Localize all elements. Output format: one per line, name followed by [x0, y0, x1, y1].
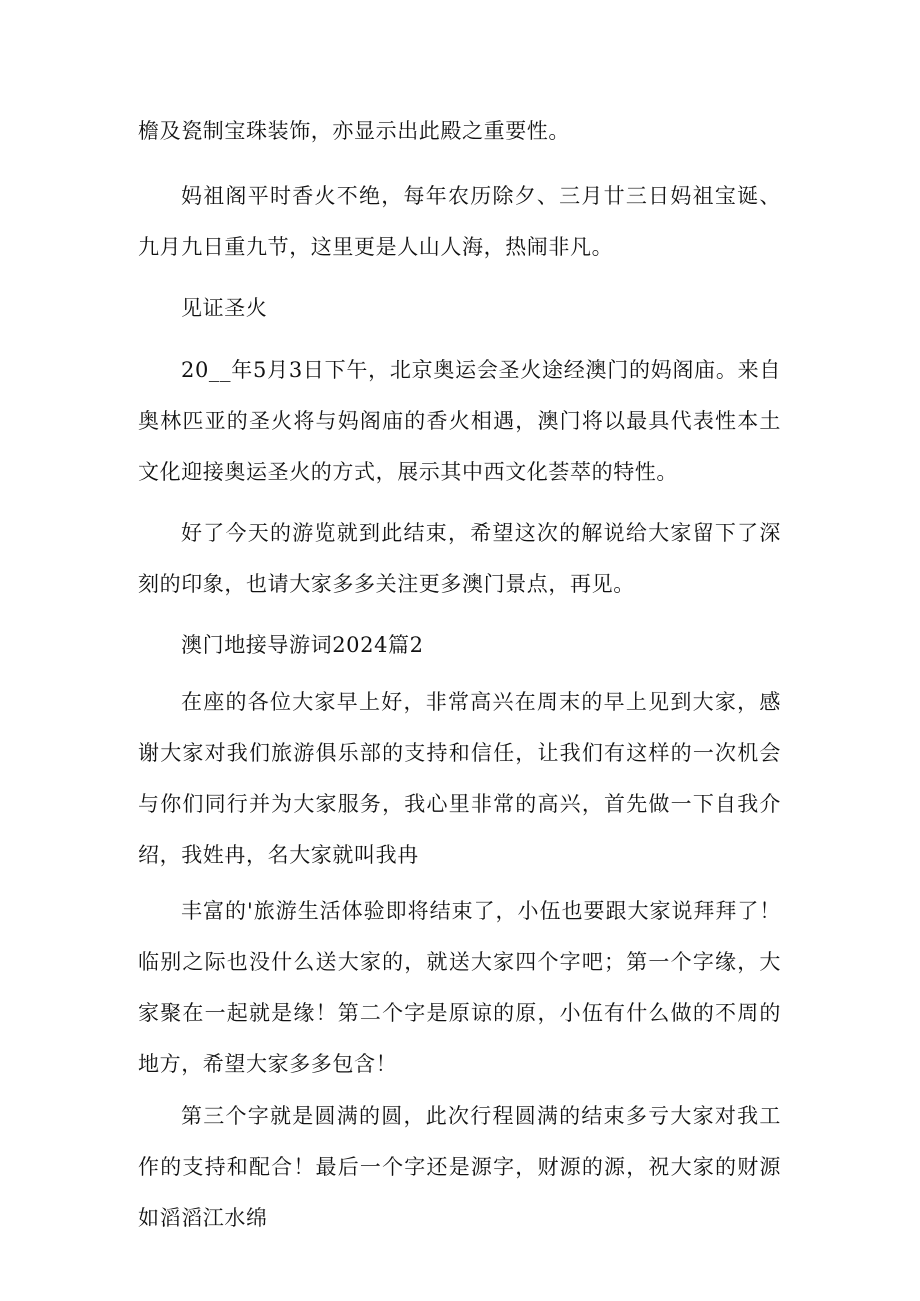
paragraph-olympic-torch: 20__年5月3日下午，北京奥运会圣火途经澳门的妈阁庙。来自奥林匹亚的圣火将与妈阁庙的香火相遇，澳门将以最具代表性本土文化迎接奥运圣火的方式，展示其中西文化荟萃的特性。 — [138, 358, 781, 484]
paragraph-guide-introduction: 在座的各位大家早上好，非常高兴在周末的早上见到大家，感谢大家对我们旅游俱乐部的支持和信任，让我们有这样的一次机会与你们同行并为大家服务，我心里非常的高兴，首先做一下自我介绍，我姓冉，名大家就叫我冉 — [138, 690, 781, 867]
section-heading-article-2: 澳门地接导游词2024篇2 — [181, 633, 424, 657]
paragraph-incense-festivals: 妈祖阁平时香火不绝，每年农历除夕、三月廿三日妈祖宝诞、九月九日重九节，这里更是人山人海，热闹非凡。 — [138, 184, 781, 259]
paragraph-tour-end: 好了今天的游览就到此结束，希望这次的解说给大家留下了深刻的印象，也请大家多多关注更多澳门景点，再见。 — [138, 521, 781, 596]
paragraph-temple-decoration: 檐及瓷制宝珠装饰，亦显示出此殿之重要性。 — [138, 119, 570, 143]
section-heading-sacred-flame: 见证圣火 — [181, 296, 268, 320]
paragraph-third-word: 第三个字就是圆满的圆，此次行程圆满的结束多亏大家对我工作的支持和配合！最后一个字还是源字，财源的源，祝大家的财源如滔滔江水绵 — [138, 1104, 781, 1230]
paragraph-farewell-four-words: 丰富的'旅游生活体验即将结束了，小伍也要跟大家说拜拜了！临别之际也没什么送大家的，就送大家四个字吧；第一个字缘，大家聚在一起就是缘！第二个字是原谅的原，小伍有什么做的不周的地方，希望大家多多包含！ — [138, 899, 781, 1076]
